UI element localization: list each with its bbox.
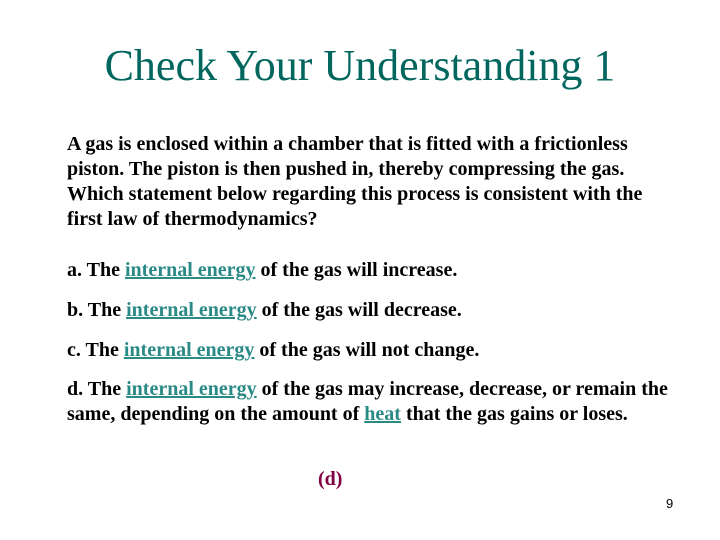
option-d-middle: of the gas may increase, decrease, or remain the same, depending on the amount of bbox=[67, 378, 668, 425]
option-c-prefix: c. The bbox=[67, 339, 124, 361]
answer-text: (d) bbox=[318, 468, 343, 490]
option-a-suffix: of the gas will increase. bbox=[255, 259, 458, 281]
internal-energy-link[interactable]: internal energy bbox=[124, 259, 256, 281]
option-c-suffix: of the gas will not change. bbox=[254, 339, 480, 361]
slide-title: Check Your Understanding 1 bbox=[104, 41, 616, 90]
option-d bbox=[67, 377, 677, 427]
option-b-prefix: b. The bbox=[67, 299, 127, 321]
option-a-prefix: a. The bbox=[67, 259, 125, 281]
question-text: A gas is enclosed within a chamber that is fitted with a frictionless piston. The piston is then pushed in, thereby compressing the gas. Which statement below regarding this process is consistent with the first law of thermodynamics? bbox=[67, 133, 643, 230]
option-a bbox=[67, 258, 677, 283]
option-b-suffix: of the gas will decrease. bbox=[256, 299, 462, 321]
heat-link[interactable]: heat bbox=[364, 403, 401, 425]
internal-energy-link[interactable]: internal energy bbox=[126, 299, 257, 321]
option-c bbox=[67, 338, 677, 363]
internal-energy-link[interactable]: internal energy bbox=[126, 378, 257, 400]
option-d-prefix: d. The bbox=[67, 378, 127, 400]
page-number: 9 bbox=[666, 496, 674, 511]
option-d-suffix: that the gas gains or loses. bbox=[400, 403, 628, 425]
internal-energy-link[interactable]: internal energy bbox=[123, 339, 255, 361]
option-b bbox=[67, 298, 677, 323]
